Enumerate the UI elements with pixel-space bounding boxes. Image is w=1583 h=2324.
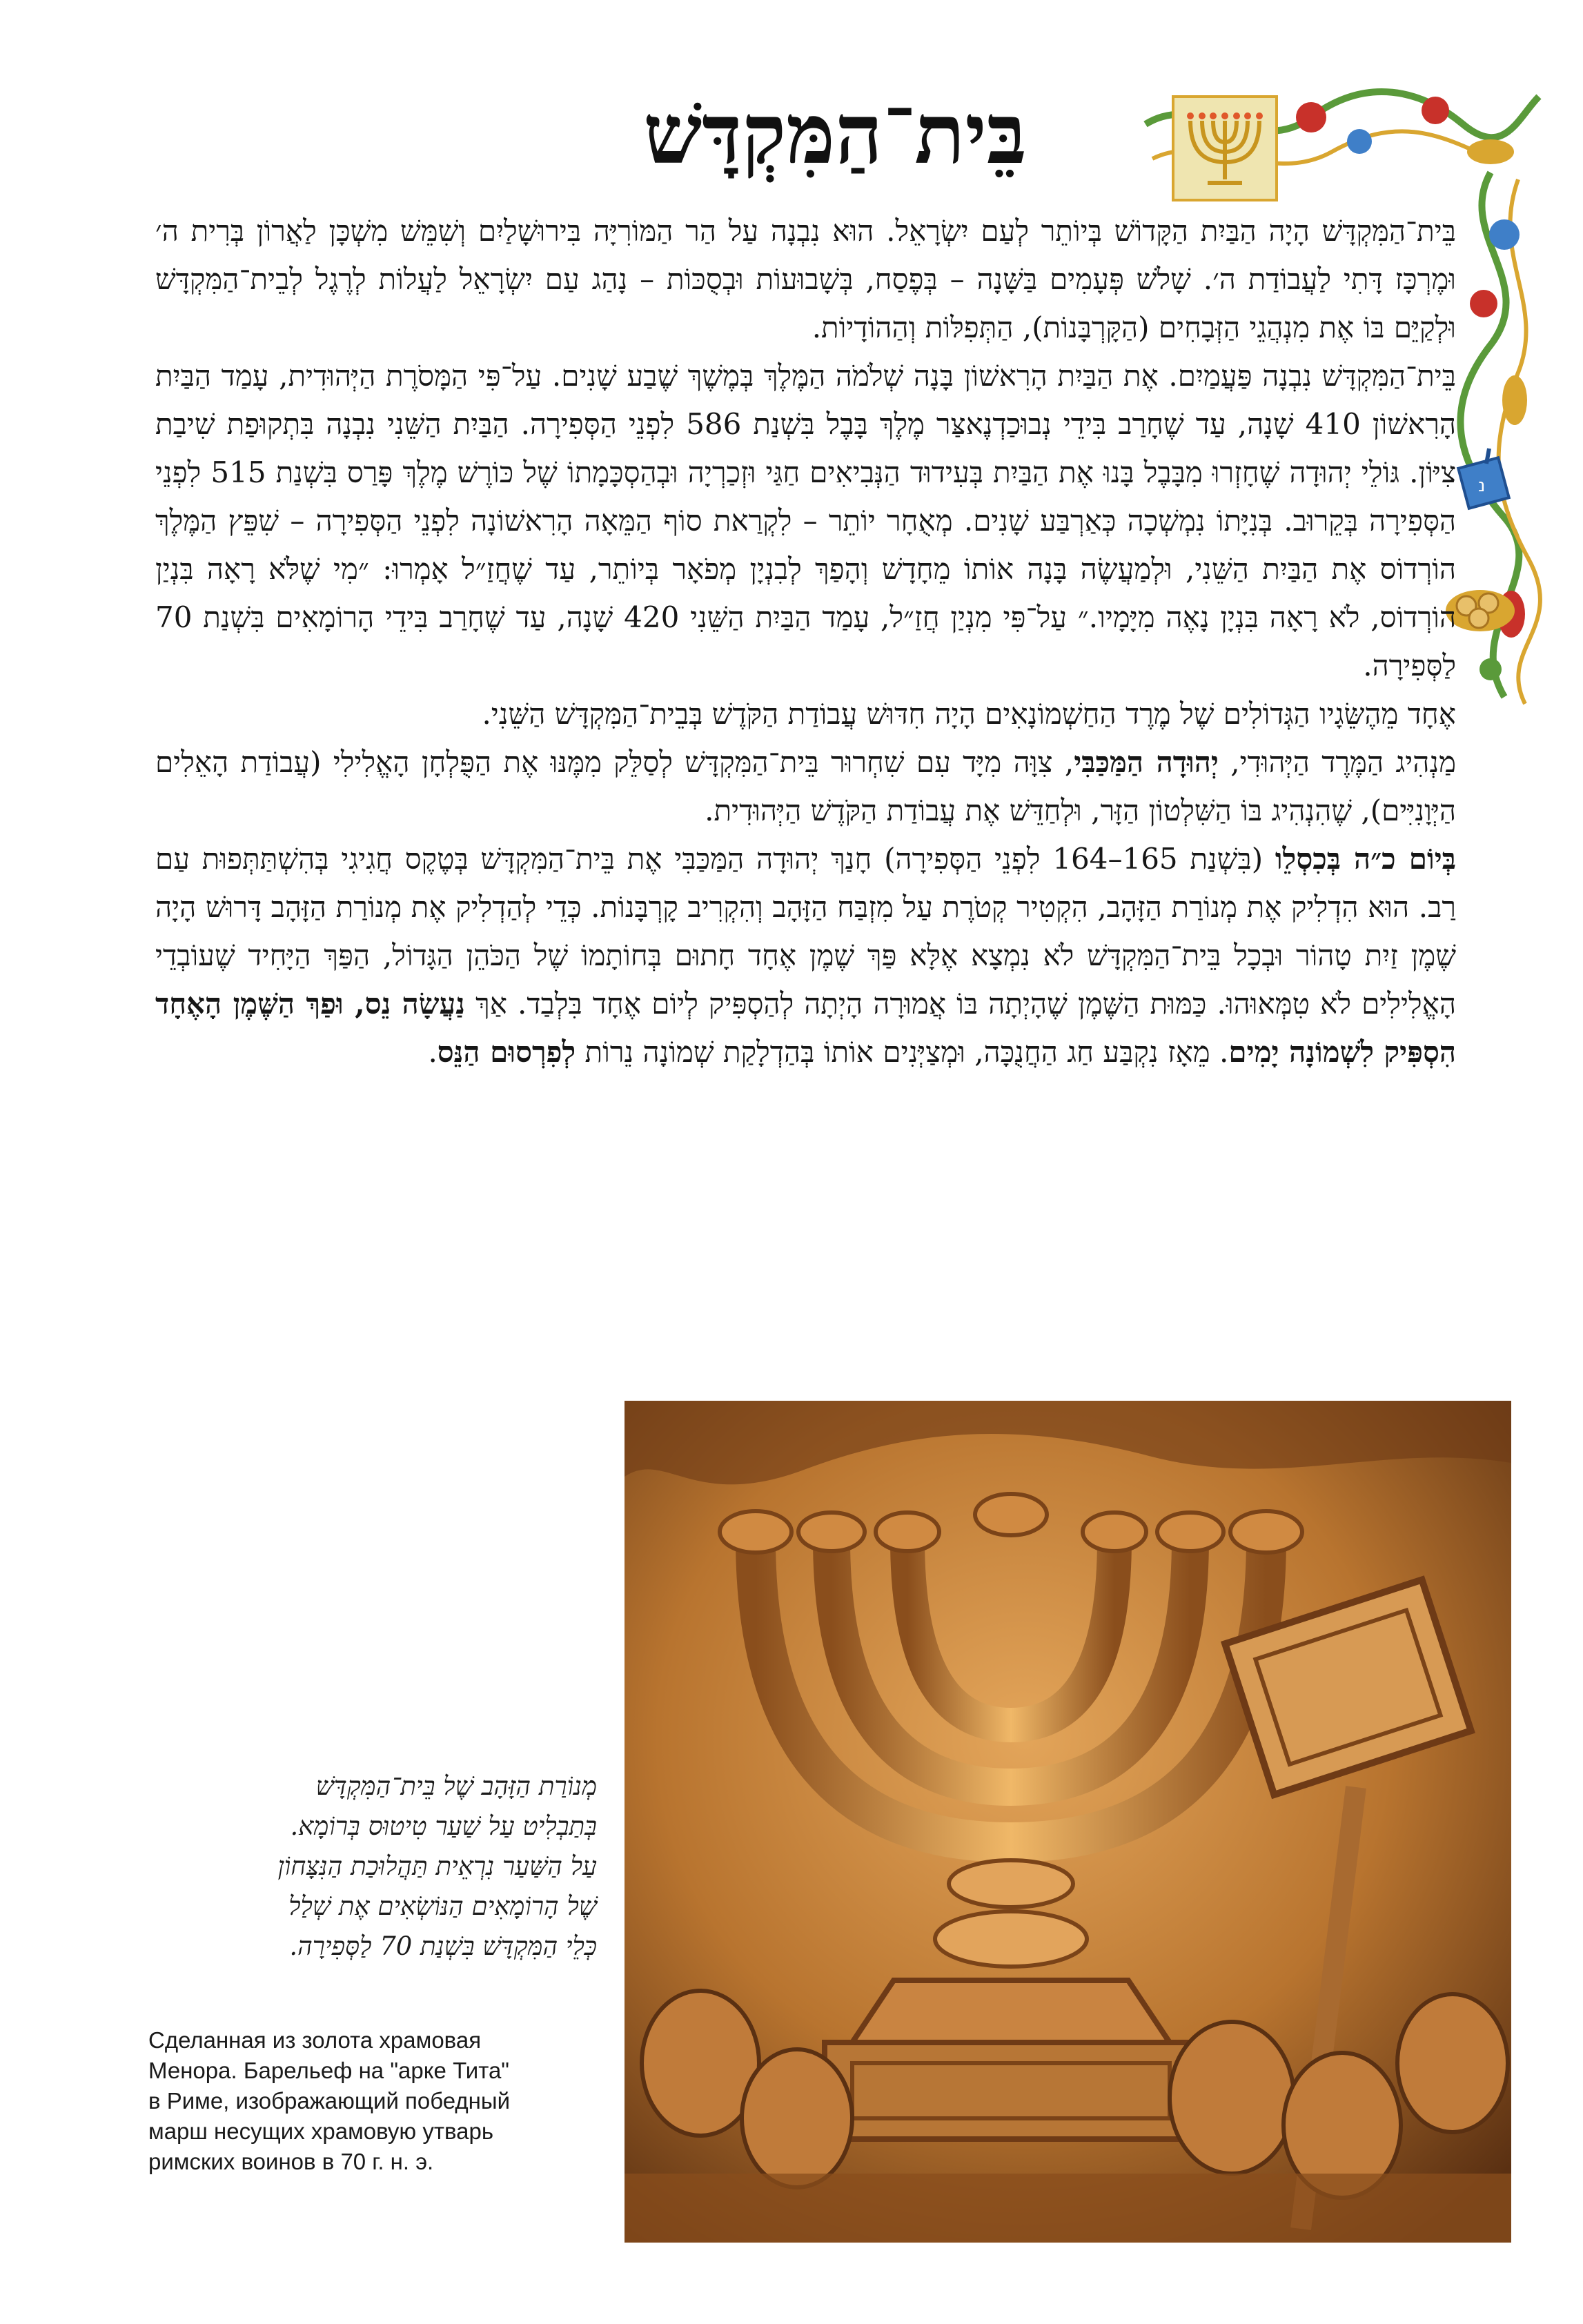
- page-title: בֵּית־הַמִּקְדָּשׁ: [643, 86, 1027, 183]
- paragraph: [155, 690, 1456, 738]
- paragraph-text: מַנְהִיג הַמֶּרֶד הַיְּהוּדִי,: [1218, 745, 1457, 779]
- body-text: [155, 207, 1456, 1076]
- paragraph: [155, 207, 1456, 352]
- svg-text:נ: נ: [1478, 475, 1486, 496]
- paragraph: [155, 352, 1456, 690]
- menorah-relief-photo: [625, 1401, 1511, 2243]
- bold-text: לְפִרְסוּם הַנֵּס: [437, 1035, 576, 1069]
- bold-text: יְהוּדָה הַמַּכַּבִּי: [1074, 745, 1219, 779]
- paragraph-text: בֵּית־הַמִּקְדָּשׁ נִבְנָה פַּעֲמַיִם. אֶת הַבַּיִת הָרִאשׁוֹן בָּנָה שְׁלֹמֹה הַמֶּלֶךְ בְּמֶשֶׁךְ שֶׁבַע שָׁנִים. עַל־פִּי הַמָּסֹרֶת הַיְּהוּדִית, עָמַד הַבַּיִת הָרִאשׁוֹן 410 שָׁנָה, עַד שֶׁחָרַב בִּידֵי נְבוּכַדְנֶאצַּר מֶלֶךְ בָּבֶל בִּשְׁנַת 586 לִפְנֵי הַסְּפִירָה. הַבַּיִת הַשֵּׁנִי נִבְנָה בִּתְקוּפַת שִׁיבַת צִיּוֹן. גּוֹלֵי יְהוּדָה שֶׁחָזְרוּ מִבָּבֶל בָּנוּ אֶת הַבַּיִת בְּעִידוּד הַנְּבִיאִים חַגַּי וּזְכַרְיָה וּבְהַסְכָּמָתוֹ שֶׁל כּוֹרֶשׁ מֶלֶךְ פָּרַס בִּשְׁנַת 515 לִפְנֵי הַסְּפִירָה בְּקֵרוּב. בְּנִיָּתוֹ נִמְשְׁכָה כְּאַרְבַּע שָׁנִים. מְאֻחָר יוֹתֵר – לִקְרַאת סוֹף הַמֵּאָה הָרִאשׁוֹנָה לִפְנֵי הַסְּפִירָה – שִׁפֵּץ הַמֶּלֶךְ הוֹרְדוֹס אֶת הַבַּיִת הַשֵּׁנִי, וּלְמַעֲשֶׂה בָּנָה אוֹתוֹ מֵחָדָשׁ וְהָפַךְ לְבִנְיָן מְפֹאָר בְּיוֹתֵר, עַד שֶׁחֲזַ״ל אָמְרוּ: ״מִי שֶׁלֹּא רָאָה בִּנְיַן הוֹרְדוֹס, לֹא רָאָה בִּנְיָן נָאֶה מִיָּמָיו.״ עַל־פִּי מִנְיַן חֲזַ״ל, עָמַד הַבַּיִת הַשֵּׁנִי 420 שָׁנָה, עַד שֶׁחָרַב בִּידֵי הָרוֹמָאִים בִּשְׁנַת 70 לַסְּפִירָה.: [155, 359, 1456, 682]
- bold-text: בְּיוֹם כ״ה בְּכִסְלֵו: [1275, 842, 1456, 876]
- bold-text: נַעֲשָׂה נֵס, וּפַךְ הַשֶּׁמֶן הָאֶחָד הִסְפִּיק לִשְׁמוֹנָה יָמִים: [155, 987, 1456, 1069]
- caption-hebrew: מְנוֹרַת הַזָּהָב שֶׁל בֵּית־הַמִּקְדָּשׁ בְּתַבְלִיט עַל שַׁעַר טִיטוּס בְּרוֹמָא. עַל הַשַּׁעַר נִרְאֵית תַּהֲלוּכַת הַנִּצָּחוֹן שֶׁל הָרוֹמָאִים הַנּוֹשְׂאִים אֶת שְׁלַל כְּלֵי הַמִּקְדָּשׁ בִּשְׁנַת 70 לַסְּפִירָה.: [277, 1771, 597, 1961]
- paragraph-text: .: [428, 1035, 437, 1069]
- paragraph: [155, 738, 1456, 835]
- paragraph-text: בֵּית־הַמִּקְדָּשׁ הָיָה הַבַּיִת הַקָּדוֹשׁ בְּיוֹתֵר לְעַם יִשְׂרָאֵל. הוּא נִבְנָה עַל הַר הַמּוֹרִיָּה בִּירוּשָׁלַיִם וְשִׁמֵּשׁ מִשְׁכָּן לַאֲרוֹן בְּרִית ה׳ וּמֶרְכָּז דָּתִי לַעֲבוֹדַת ה׳. שָׁלֹשׁ פְּעָמִים בַּשָּׁנָה – בְּפֶסַח, בְּשָׁבוּעוֹת וּבְסֻכּוֹת – נָהַג עַם יִשְׂרָאֵל לַעֲלוֹת לְרֶגֶל לְבֵית־הַמִּקְדָּשׁ וּלְקַיֵּם בּוֹ אֶת מִנְהֲגֵי הַזְּבָחִים (הַקָּרְבָּנוֹת), הַתְּפִלּוֹת וְהַהוֹדָיוֹת.: [155, 214, 1456, 344]
- paragraph: [155, 835, 1456, 1076]
- paragraph-text: . מֵאָז נִקְבַּע חַג הַחֲנֻכָּה, וּמְצַיְּנִים אוֹתוֹ בְּהַדְלָקַת שְׁמוֹנָה נֵרוֹת: [576, 1035, 1229, 1069]
- donuts-icon: [1446, 590, 1515, 631]
- paragraph-text: אֶחָד מֵהֶשֵּׂגָיו הַגְּדוֹלִים שֶׁל מֶרֶד הַחַשְׁמוֹנָאִים הָיָה חִדּוּשׁ עֲבוֹדַת הַקֹּדֶשׁ בְּבֵית־הַמִּקְדָּשׁ הַשֵּׁנִי.: [482, 697, 1456, 731]
- paragraph-text: (בִּשְׁנַת 165–164 לִפְנֵי הַסְּפִירָה) חָנַךְ יְהוּדָה הַמַּכַּבִּי אֶת בֵּית־הַמִּקְדָּשׁ בְּטֶקֶס חֲגִיגִי בְּהִשְׁתַּתְּפוּת עַם רַב. הוּא הִדְלִיק אֶת מְנוֹרַת הַזָּהָב, הִקְטִיר קְטֹרֶת עַל מִזְבַּח הַזָּהָב וְהִקְרִיב קָרְבָּנוֹת. כְּדֵי לְהַדְלִיק אֶת מְנוֹרַת הַזָּהָב דָּרוּשׁ הָיָה שֶׁמֶן זַיִת טָהוֹר וּבְכָל בֵּית־הַמִּקְדָּשׁ לֹא נִמְצָא אֶלָּא פַּךְ שֶׁמֶן אֶחָד חָתוּם בְּחוֹתָמוֹ שֶׁל הַכֹּהֵן הַגָּדוֹל, הַפַּךְ הַיָּחִיד שֶׁעוֹבְדֵי הָאֱלִילִים לֹא טִמְּאוּהוּ. כַּמּוּת הַשֶּׁמֶן שֶׁהָיְתָה בּוֹ אֲמוּרָה הָיְתָה לְהַסְפִּיק לְיוֹם אֶחָד בִּלְבַד. אַךְ: [155, 842, 1456, 1021]
- menorah-icon: [1173, 97, 1277, 200]
- paragraph-text: , צִוָּה מִיָּד עִם שִׁחְרוּר בֵּית־הַמִּקְדָּשׁ לְסַלֵּק מִמֶּנּוּ אֶת הַפֻּלְחָן הָאֱלִילִי (עֲבוֹדַת הָאֵלִים הַיְּוָנִיִּים), שֶׁהִנְהִיג בּוֹ הַשִּׁלְטוֹן הַזָּר, וּלְחַדֵּשׁ אֶת עֲבוֹדַת הַקֹּדֶשׁ הַיְּהוּדִית.: [155, 745, 1456, 827]
- caption-russian: Сделанная из золота храмовая Менора. Барельеф на "арке Тита" в Риме, изображающий победный марш несущих храмовую утварь римских воинов в 70 г. н. э.: [148, 2027, 511, 2174]
